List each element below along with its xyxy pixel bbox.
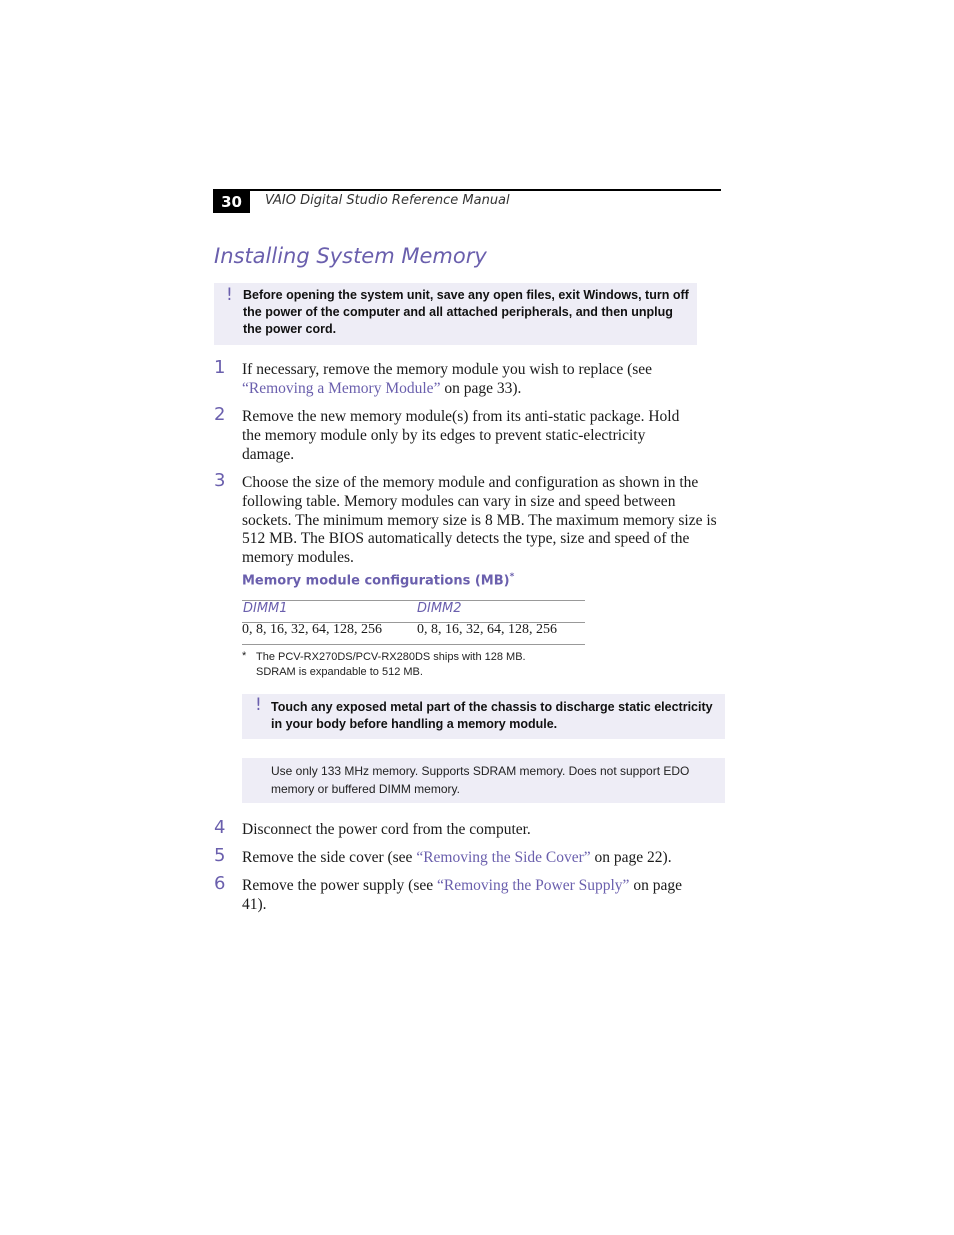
note-box <box>242 758 725 803</box>
table-cell: 0, 8, 16, 32, 64, 128, 256 <box>242 622 382 637</box>
section-title: Installing System Memory <box>214 244 487 268</box>
caution-text: Before opening the system unit, save any open files, exit Windows, turn off the power of the computer and all attached peripherals, and then unplug the power cord. <box>243 288 689 336</box>
caution-text: Touch any exposed metal part of the chassis to discharge static electricity in your body before handling a memory module. <box>271 700 713 731</box>
step-number: 2 <box>214 404 226 425</box>
caution-box <box>242 694 725 739</box>
step-text: Remove the side cover (see “Removing the Side Cover” on page 22). <box>242 849 672 866</box>
running-title: VAIO Digital Studio Reference Manual <box>265 193 510 208</box>
step-number: 4 <box>214 817 226 838</box>
page-number: 30 <box>213 191 250 213</box>
caution-icon: ! <box>226 285 233 305</box>
step-text: Choose the size of the memory module and configuration as shown in the following table. Memory modules can vary in size and speed between sockets. The minimum memory size is 8 MB. The maximum memory size is 512 MB. The BIOS automatically detects the type, size and speed of the memory modules. <box>242 474 717 567</box>
table-caption: Memory module configurations (MB)* <box>242 572 515 589</box>
table-cell: 0, 8, 16, 32, 64, 128, 256 <box>417 622 557 637</box>
table-header-dimm2: DIMM2 <box>417 601 462 616</box>
step-text: Remove the power supply (see “Removing the Power Supply” on page 41). <box>242 877 682 913</box>
table-top-rule <box>242 600 585 601</box>
step-text: Disconnect the power cord from the computer. <box>242 821 531 838</box>
step-number: 5 <box>214 845 226 866</box>
step-number: 3 <box>214 470 226 491</box>
table-header-dimm1: DIMM1 <box>243 601 288 616</box>
caution-icon: ! <box>255 695 262 715</box>
link-removing-power-supply[interactable]: “Removing the Power Supply” <box>437 877 630 894</box>
footnote-mark: * <box>242 650 247 662</box>
note-text: Use only 133 MHz memory. Supports SDRAM memory. Does not support EDO memory or buffered DIMM memory. <box>271 764 690 796</box>
step-number: 6 <box>214 873 226 894</box>
caution-box <box>214 283 697 345</box>
step-number: 1 <box>214 357 226 378</box>
step-text: Remove the new memory module(s) from its anti-static package. Hold the memory module only by its edges to prevent static-electricity damage. <box>242 408 680 463</box>
link-removing-memory-module[interactable]: “Removing a Memory Module” <box>242 379 441 397</box>
header-rule <box>213 189 721 191</box>
link-removing-side-cover[interactable]: “Removing the Side Cover” <box>416 849 591 866</box>
caption-footnote-mark: * <box>509 572 515 582</box>
table-footnote: The PCV-RX270DS/PCV-RX280DS ships with 128 MB. SDRAM is expandable to 512 MB. <box>256 651 526 678</box>
table-bottom-rule <box>242 644 585 645</box>
step-text: If necessary, remove the memory module you wish to replace (see “Removing a Memory Module” on page 33). <box>242 361 653 397</box>
